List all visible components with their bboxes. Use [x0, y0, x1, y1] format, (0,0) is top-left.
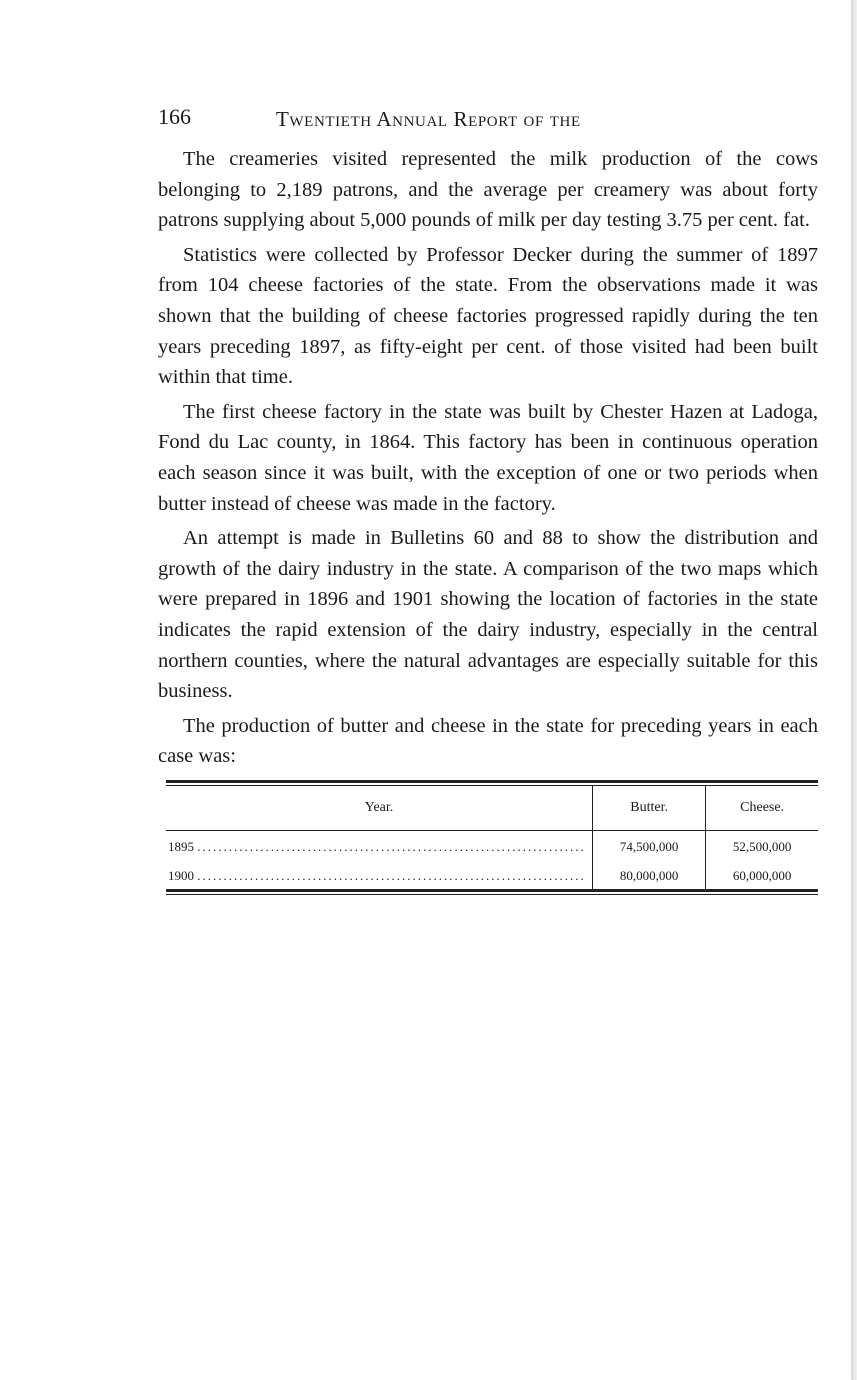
paragraph-bulletins: An attempt is made in Bulletins 60 and 88 to show the distribution and growth of the dairy industry in the state. A comparison of the two maps which were prepared in 1896 and 1901 showing the location of factories in the state indicates the rapid extension of the dairy industry, especially in the central northern counties, where the natural advantages are especially suitable for this business.	[158, 527, 818, 703]
header-butter: Butter.	[593, 786, 706, 831]
row-year: 1900	[168, 867, 194, 883]
row-butter: 80,000,000	[593, 860, 706, 889]
running-head	[158, 104, 818, 144]
table-row	[166, 830, 818, 860]
header-year: Year.	[166, 786, 593, 831]
table-header-row	[166, 786, 818, 831]
header-cheese: Cheese.	[706, 786, 818, 831]
row-cheese: 52,500,000	[706, 830, 818, 860]
paragraph-statistics: Statistics were collected by Professor Decker during the summer of 1897 from 104 cheese factories of the state. From the observations made it was shown that the building of cheese factories progressed rapidly during the ten years preceding 1897, as fifty-eight per cent. of those visited had been built within that time.	[158, 243, 818, 389]
row-year-cell	[166, 830, 593, 860]
row-cheese: 60,000,000	[706, 860, 818, 889]
row-year-cell	[166, 860, 593, 889]
row-year: 1895	[168, 838, 194, 854]
document-page	[158, 104, 818, 895]
row-butter: 74,500,000	[593, 830, 706, 860]
running-title: Twentieth Annual Report of the	[276, 107, 581, 131]
table-row	[166, 860, 818, 889]
page-number: 166	[158, 104, 191, 129]
dot-leader: ..........................................................................	[197, 838, 586, 854]
paragraph-creameries: The creameries visited represented the milk production of the cows belonging to 2,189 patrons, and the average per creamery was about forty patrons supplying about 5,000 pounds of milk per day testing 3.75 per cent. fat.	[158, 148, 818, 232]
dot-leader: ..........................................................................	[197, 867, 586, 883]
paragraph-first-factory: The first cheese factory in the state was built by Chester Hazen at Ladoga, Fond du Lac county, in 1864. This factory has been in continuous operation each season since it was built, with the exception of one or two periods when butter instead of cheese was made in the factory.	[158, 400, 818, 515]
paragraph-production-intro: The production of butter and cheese in the state for preceding years in each case was:	[158, 714, 818, 768]
page-edge-shadow	[851, 0, 857, 1380]
table-bottom-rule	[166, 889, 818, 895]
production-table-wrapper	[166, 780, 818, 895]
production-table	[166, 786, 818, 889]
